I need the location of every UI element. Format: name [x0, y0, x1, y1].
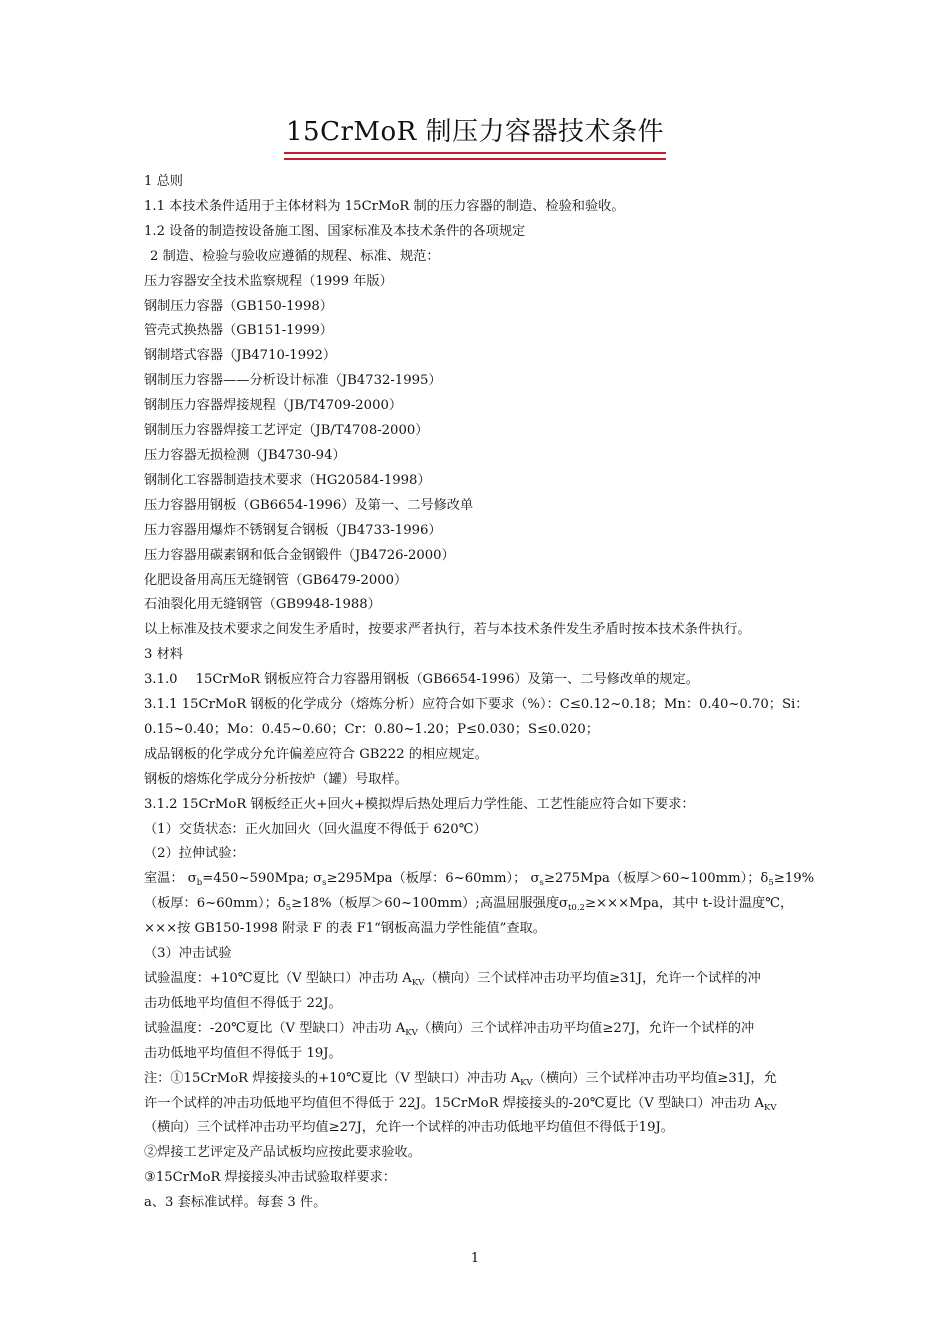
standard-item: 钢制塔式容器（JB4710-1992）	[144, 348, 337, 364]
standard-item: 压力容器用钢板（GB6654-1996）及第一、二号修改单	[144, 497, 474, 513]
tensile-room-temp	[144, 867, 815, 892]
subscript: b	[196, 878, 203, 889]
standard-item: 钢制压力容器——分析设计标准（JB4732-1995）	[144, 373, 442, 389]
subscript: 5	[768, 878, 774, 889]
subscript: s	[539, 878, 544, 889]
weld-note-1	[144, 1067, 808, 1092]
text-run: （横向）三个试样冲击功平均值≥31J，允许一个试样的冲	[424, 971, 761, 986]
clause-3-1-0	[144, 668, 808, 693]
tensile-test-heading: （2）拉伸试验：	[144, 846, 245, 862]
text-run: ≥19%	[773, 871, 815, 887]
document-body	[144, 170, 815, 1216]
impact-test-minus20	[144, 1017, 808, 1042]
weld-note-1-end: （横向）三个试样冲击功平均值≥27J，允许一个试样的冲击功低地平均值但不得低于19J。	[144, 1120, 674, 1136]
text-run: ≥275Mpa（板厚＞60~100mm）；δ	[543, 871, 769, 887]
text-run: 试验温度：-20℃夏比（V 型缺口）冲击功 A	[144, 1020, 406, 1036]
standard-item: 压力容器无损检测（JB4730-94）	[144, 447, 346, 463]
clause-number: 3.1.0	[144, 672, 178, 688]
subscript: KV	[520, 1077, 533, 1088]
weld-sampling-item-a: a、3 套标准试样。每套 3 件。	[144, 1195, 327, 1211]
tensile-high-temp	[144, 892, 808, 917]
section-heading-materials: 3 材料	[144, 647, 183, 663]
section-heading-general: 1 总则	[144, 174, 183, 189]
standard-item: 化肥设备用高压无缝钢管（GB6479-2000）	[144, 572, 408, 588]
title-container	[0, 114, 950, 154]
clause-text: 15CrMoR 钢板应符合力容器用钢板（GB6654-1996）及第一、二号修改单的规定。	[195, 672, 699, 688]
page-number: 1	[470, 1251, 480, 1266]
weld-note-1-continued	[144, 1092, 808, 1117]
clause-3-1-1: 3.1.1 15CrMoR 钢板的化学成分（熔炼分析）应符合如下要求（%）：C≤0.12~0.18；Mn：0.40~0.70；Si：	[144, 697, 809, 713]
subscript: KV	[411, 978, 425, 988]
standard-item: 管壳式换热器（GB151-1999）	[144, 323, 333, 339]
text-run: ≥295Mpa（板厚：6~60mm）； σ	[326, 871, 540, 887]
text-run: 试验温度：+10℃夏比（V 型缺口）冲击功 A	[144, 971, 412, 986]
subscript: KV	[405, 1027, 418, 1038]
weld-note-3: ③15CrMoR 焊接接头冲击试验取样要求：	[144, 1170, 396, 1186]
text-run: 注：①15CrMoR 焊接接头的+10℃夏比（V 型缺口）冲击功 A	[144, 1070, 521, 1086]
delivery-condition: （1）交货状态：正火加回火（回火温度不得低于 620℃）	[144, 821, 487, 837]
standard-item: 钢制压力容器焊接规程（JB/T4709-2000）	[144, 398, 403, 414]
text-run: （板厚：6~60mm）；δ	[144, 896, 286, 912]
sampling-note: 钢板的熔炼化学成分分析按炉（罐）号取样。	[144, 771, 408, 787]
text-run: （横向）三个试样冲击功平均值≥27J，允许一个试样的冲	[417, 1020, 755, 1036]
standard-item: 钢制压力容器（GB150-1998）	[144, 298, 333, 314]
standard-item: 压力容器用碳素钢和低合金钢锻件（JB4726-2000）	[144, 547, 455, 563]
impact-test-heading: （3）冲击试验	[144, 946, 232, 962]
standard-item: 压力容器用爆炸不锈钢复合钢板（JB4733-1996）	[144, 522, 442, 538]
text-run: 室温： σ	[144, 871, 197, 887]
clause-1-2: 1.2 设备的制造按设备施工图、国家标准及本技术条件的各项规定	[144, 223, 526, 239]
chemical-tolerance-note: 成品钢板的化学成分允许偏差应符合 GB222 的相应规定。	[144, 746, 488, 762]
impact-test-plus10-continued: 击功低地平均值但不得低于 22J。	[144, 995, 342, 1011]
clause-1-1: 1.1 本技术条件适用于主体材料为 15CrMoR 制的压力容器的制造、检验和验收。	[144, 198, 625, 214]
text-run: ≥18%（板厚＞60~100mm）;高温屈服强度σ	[291, 896, 569, 912]
section-heading-standards: 2 制造、检验与验收应遵循的规程、标准、规范：	[150, 248, 440, 264]
subscript: t0.2	[568, 903, 585, 914]
standards-conflict-note: 以上标准及技术要求之间发生矛盾时，按要求严者执行，若与本技术条件发生矛盾时按本技术条件执行。	[144, 622, 751, 638]
text-run: =450~590Mpa; σ	[202, 871, 323, 887]
tensile-reference: ×××按 GB150-1998 附录 F 的表 F1“钢板高温力学性能值”查取。	[144, 921, 546, 937]
text-run: ≥×××Mpa，其中 t-设计温度℃，	[584, 896, 794, 912]
standard-item: 钢制化工容器制造技术要求（HG20584-1998）	[144, 472, 431, 488]
clause-3-1-1-continued: 0.15~0.40；Mo：0.45~0.60；Cr：0.80~1.20；P≤0.030；S≤0.020；	[144, 721, 599, 737]
text-run: （横向）三个试样冲击功平均值≥31J，允	[532, 1070, 777, 1086]
impact-test-minus20-continued: 击功低地平均值但不得低于 19J。	[144, 1045, 342, 1061]
text-run: 许一个试样的冲击功低地平均值但不得低于 22J。15CrMoR 焊接接头的-20℃夏比（V 型缺口）冲击功 A	[144, 1095, 764, 1111]
standard-item: 石油裂化用无缝钢管（GB9948-1988）	[144, 597, 381, 613]
impact-test-plus10	[144, 967, 808, 992]
document-title: 15CrMoR 制压力容器技术条件	[284, 114, 666, 154]
subscript: s	[322, 878, 327, 889]
standard-item: 钢制压力容器焊接工艺评定（JB/T4708-2000）	[144, 423, 429, 439]
subscript: KV	[763, 1102, 777, 1113]
subscript: 5	[285, 903, 292, 914]
clause-3-1-2: 3.1.2 15CrMoR 钢板经正火+回火+模拟焊后热处理后力学性能、工艺性能应符合如下要求：	[144, 796, 695, 812]
weld-note-2: ②焊接工艺评定及产品试板均应按此要求验收。	[144, 1145, 421, 1161]
standard-item: 压力容器安全技术监察规程（1999 年版）	[144, 273, 393, 289]
